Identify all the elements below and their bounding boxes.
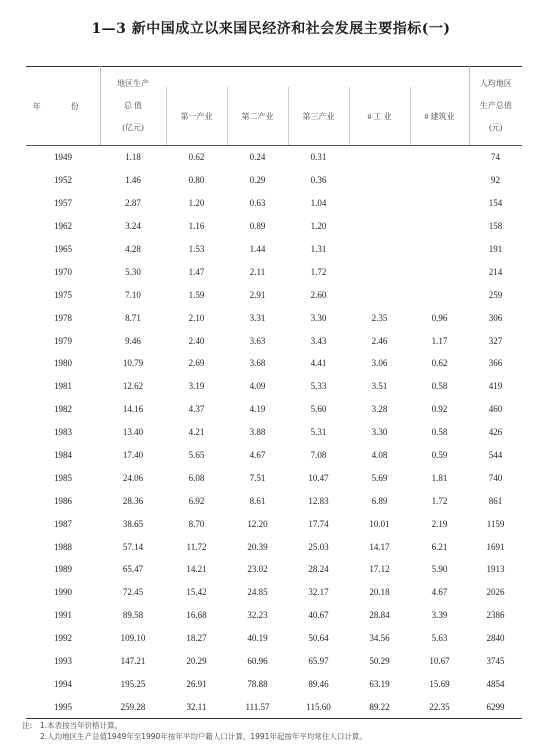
cell-year: 1979: [54, 335, 72, 346]
cell-secondary: 0.29: [249, 175, 266, 186]
cell-secondary: 7.51: [249, 472, 266, 483]
cell-tertiary: 32.17: [308, 587, 329, 598]
cell-construction: 5.90: [431, 564, 448, 575]
cell-per-capita: 306: [488, 312, 503, 323]
cell-construction: 15.69: [429, 678, 450, 689]
cell-tertiary: 89.46: [308, 678, 329, 689]
cell-construction: 0.58: [431, 427, 448, 438]
cell-year: 1952: [54, 175, 72, 186]
cell-industry: [349, 260, 410, 283]
cell-secondary: 32.23: [247, 610, 268, 621]
cell-industry: 2.35: [371, 312, 388, 323]
cell-construction: [410, 283, 469, 306]
table-row: [26, 146, 522, 169]
cell-year: 1983: [54, 427, 72, 438]
cell-industry: 10.01: [369, 518, 390, 529]
cell-secondary: 0.63: [249, 198, 266, 209]
cell-gdp: 57.14: [122, 541, 144, 552]
cell-primary: 26.91: [186, 678, 207, 689]
cell-secondary: 3.88: [249, 427, 266, 438]
cell-construction: [410, 169, 469, 192]
cell-year: 1995: [26, 695, 100, 718]
cell-construction: 22.35: [410, 695, 469, 718]
cell-tertiary: 40.67: [308, 610, 329, 621]
table-row: [26, 604, 522, 627]
table-row: [26, 535, 522, 558]
cell-year: 1994: [54, 678, 72, 689]
cell-industry: 3.28: [371, 404, 388, 415]
header-tertiary: 第三产业: [288, 87, 349, 146]
cell-tertiary: 2.60: [310, 289, 327, 300]
cell-gdp: 2.87: [125, 198, 141, 209]
cell-per-capita: 419: [488, 381, 503, 392]
footnote-label: 注:: [22, 721, 33, 730]
table-row: [26, 306, 522, 329]
cell-per-capita: 426: [488, 427, 503, 438]
cell-year: 1978: [54, 312, 72, 323]
cell-secondary: 1.44: [249, 244, 266, 254]
cell-primary: 4.21: [188, 427, 205, 438]
table-row: [26, 398, 522, 421]
cell-secondary: 111.57: [227, 695, 288, 718]
cell-industry: [349, 192, 410, 215]
cell-tertiary: 28.24: [308, 564, 329, 575]
cell-gdp: 14.16: [122, 404, 144, 415]
cell-per-capita: 74: [491, 152, 501, 163]
cell-gdp: 38.65: [122, 518, 144, 529]
cell-construction: 2.19: [431, 518, 448, 529]
cell-secondary: 78.88: [247, 678, 268, 689]
table-row: [26, 512, 522, 535]
cell-gdp: 4.28: [125, 244, 141, 254]
cell-secondary: 23.02: [247, 564, 268, 575]
cell-year: 1986: [54, 495, 72, 506]
cell-year: 1949: [54, 152, 72, 163]
cell-primary: 6.92: [188, 495, 205, 506]
cell-industry: [349, 169, 410, 192]
cell-primary: 8.70: [188, 518, 205, 529]
footnote-1-text: 1.本表按当年价格计算。: [40, 721, 123, 730]
footnote-1: [22, 720, 522, 731]
cell-industry: 5.69: [371, 472, 388, 483]
cell-gdp: 72.45: [122, 587, 144, 598]
cell-industry: 2.46: [371, 335, 388, 346]
cell-industry: 50.29: [369, 656, 390, 667]
cell-construction: 1.81: [431, 472, 448, 483]
table-row: [26, 260, 522, 283]
cell-primary: 18.27: [186, 633, 207, 644]
cell-per-capita: 2026: [486, 587, 505, 598]
cell-primary: 5.65: [188, 450, 205, 461]
cell-tertiary: 0.31: [310, 152, 327, 163]
cell-industry: 4.08: [371, 450, 388, 461]
cell-industry: 6.89: [371, 495, 388, 506]
cell-construction: 10.67: [429, 656, 450, 667]
cell-secondary: 0.24: [249, 152, 266, 163]
cell-construction: [410, 238, 469, 261]
cell-gdp: 147.21: [120, 656, 146, 667]
header-gdp-line3: (亿元): [122, 123, 144, 132]
cell-tertiary: 25.03: [308, 541, 329, 552]
cell-year: 1992: [54, 633, 72, 644]
cell-gdp: 10.79: [122, 358, 144, 369]
cell-primary: 4.37: [188, 404, 205, 415]
header-secondary: 第二产业: [227, 87, 288, 146]
cell-tertiary: 7.08: [310, 450, 327, 461]
cell-per-capita: 158: [488, 221, 503, 232]
cell-year: 1962: [54, 221, 72, 232]
cell-construction: 4.67: [431, 587, 448, 598]
cell-gdp: 8.71: [125, 312, 141, 323]
cell-tertiary: 3.43: [310, 335, 327, 346]
cell-industry: [349, 146, 410, 169]
header-per-capita-line1: 人均地区: [479, 79, 512, 88]
cell-construction: 0.96: [431, 312, 448, 323]
cell-tertiary: 1.04: [310, 198, 327, 209]
cell-construction: 5.63: [431, 633, 448, 644]
cell-gdp: 109.10: [120, 633, 146, 644]
cell-gdp: 259.28: [100, 695, 166, 718]
cell-per-capita: 6299: [469, 695, 522, 718]
cell-industry: [349, 283, 410, 306]
cell-secondary: 12.20: [247, 518, 268, 529]
cell-year: 1993: [54, 656, 72, 667]
cell-gdp: 7.10: [125, 289, 141, 300]
header-construction: # 建筑业: [410, 87, 469, 146]
cell-primary: 0.62: [188, 152, 205, 163]
cell-gdp: 1.46: [125, 175, 141, 186]
cell-industry: [349, 215, 410, 238]
cell-primary: 1.47: [188, 266, 205, 277]
cell-primary: 1.59: [188, 289, 205, 300]
cell-year: 1987: [54, 518, 72, 529]
cell-primary: 3.19: [188, 381, 205, 392]
cell-secondary: 3.68: [249, 358, 266, 369]
cell-per-capita: 259: [488, 289, 503, 300]
cell-per-capita: 460: [488, 404, 503, 415]
cell-primary: 16.68: [186, 610, 207, 621]
cell-industry: 89.22: [349, 695, 410, 718]
footnotes: [22, 720, 522, 742]
header-gdp: [100, 67, 166, 146]
header-gdp-line2: 总 值: [124, 101, 142, 110]
cell-secondary: 3.63: [249, 335, 266, 346]
cell-year: 1975: [54, 289, 72, 300]
table-row: [26, 650, 522, 673]
cell-per-capita: 1159: [486, 518, 505, 529]
cell-per-capita: 3745: [486, 656, 505, 667]
cell-tertiary: 12.83: [308, 495, 329, 506]
cell-tertiary: 0.36: [310, 175, 327, 186]
cell-secondary: 3.31: [249, 312, 266, 323]
cell-secondary: 20.39: [247, 541, 268, 552]
cell-construction: 0.92: [431, 404, 448, 415]
cell-primary: 1.20: [188, 198, 205, 209]
cell-construction: 0.59: [431, 450, 448, 461]
cell-secondary: 8.61: [249, 495, 266, 506]
cell-construction: 6.21: [431, 541, 448, 552]
header-sector-group: [166, 67, 469, 88]
table-row: [26, 489, 522, 512]
table-row: [26, 283, 522, 306]
cell-industry: 3.30: [371, 427, 388, 438]
table-row: [26, 627, 522, 650]
cell-construction: [410, 215, 469, 238]
cell-primary: 2.10: [188, 312, 205, 323]
table-row: [26, 695, 522, 718]
cell-year: 1980: [54, 358, 72, 369]
cell-gdp: 1.18: [125, 152, 141, 163]
cell-industry: 20.18: [369, 587, 390, 598]
table-row: [26, 444, 522, 467]
cell-year: 1991: [54, 610, 72, 621]
cell-secondary: 40.19: [247, 633, 268, 644]
cell-construction: [410, 192, 469, 215]
cell-industry: 28.84: [369, 610, 390, 621]
cell-tertiary: 5.31: [310, 427, 327, 438]
table-row: [26, 238, 522, 261]
cell-year: 1965: [54, 244, 72, 254]
cell-industry: 63.19: [369, 678, 390, 689]
cell-year: 1989: [54, 564, 72, 575]
cell-primary: 2.40: [188, 335, 205, 346]
cell-tertiary: 10.47: [308, 472, 329, 483]
cell-secondary: 0.89: [249, 221, 266, 232]
cell-gdp: 17.40: [122, 450, 144, 461]
cell-industry: [349, 238, 410, 261]
cell-construction: 0.58: [431, 381, 448, 392]
table-row: [26, 466, 522, 489]
cell-tertiary: 50.64: [308, 633, 329, 644]
footnote-2: 2.人均地区生产总值1949年至1990年按年平均户籍人口计算，1991年起按年平均常住人口计算。: [40, 732, 367, 741]
cell-secondary: 4.19: [249, 404, 266, 415]
cell-per-capita: 4854: [486, 678, 505, 689]
cell-per-capita: 1913: [486, 564, 505, 575]
cell-year: 1982: [54, 404, 72, 415]
table-row: [26, 421, 522, 444]
cell-gdp: 89.58: [122, 610, 144, 621]
cell-year: 1984: [54, 450, 72, 461]
table-row: [26, 329, 522, 352]
cell-gdp: 12.62: [122, 381, 144, 392]
cell-primary: 14.21: [186, 564, 207, 575]
cell-per-capita: 191: [488, 244, 503, 254]
table-body: [26, 146, 522, 719]
cell-tertiary: 1.31: [310, 244, 327, 254]
cell-primary: 11.72: [186, 541, 207, 552]
cell-year: 1957: [54, 198, 72, 209]
cell-gdp: 65.47: [122, 564, 144, 575]
cell-year: 1981: [54, 381, 72, 392]
cell-per-capita: 1691: [486, 541, 505, 552]
cell-industry: 17.12: [369, 564, 390, 575]
cell-gdp: 28.36: [122, 495, 144, 506]
cell-primary: 15.42: [186, 587, 207, 598]
cell-per-capita: 154: [488, 198, 503, 209]
header-primary: 第一产业: [166, 87, 227, 146]
cell-construction: 3.39: [431, 610, 448, 621]
cell-gdp: 195.25: [120, 678, 146, 689]
header-year: 年 份: [26, 67, 100, 146]
table-row: [26, 558, 522, 581]
cell-tertiary: 1.20: [310, 221, 327, 232]
header-gdp-line1: 地区生产: [117, 79, 149, 88]
cell-tertiary: 17.74: [308, 518, 329, 529]
cell-secondary: 60.96: [247, 656, 268, 667]
cell-tertiary: 1.72: [310, 266, 327, 277]
cell-tertiary: 3.30: [310, 312, 327, 323]
header-per-capita-line3: (元): [489, 123, 503, 132]
table-row: [26, 352, 522, 375]
cell-industry: 3.06: [371, 358, 388, 369]
cell-primary: 0.80: [188, 175, 205, 186]
cell-year: 1988: [54, 541, 72, 552]
table-row: [26, 581, 522, 604]
cell-construction: 0.62: [431, 358, 448, 369]
cell-industry: 3.51: [371, 381, 388, 392]
cell-per-capita: 366: [488, 358, 503, 369]
cell-construction: 1.17: [431, 335, 448, 346]
header-per-capita-line2: 生产总值: [479, 101, 512, 110]
table-row: [26, 192, 522, 215]
table-row: [26, 672, 522, 695]
cell-primary: 32.11: [166, 695, 227, 718]
table-row: [26, 215, 522, 238]
cell-per-capita: 2840: [486, 633, 505, 644]
cell-per-capita: 861: [488, 495, 503, 506]
table-row: [26, 169, 522, 192]
cell-construction: [410, 146, 469, 169]
cell-gdp: 3.24: [125, 221, 141, 232]
cell-tertiary: 4.41: [310, 358, 327, 369]
cell-gdp: 24.06: [122, 472, 144, 483]
cell-secondary: 24.85: [247, 587, 268, 598]
cell-gdp: 9.46: [125, 335, 141, 346]
cell-per-capita: 327: [488, 335, 503, 346]
cell-primary: 1.16: [188, 221, 205, 232]
cell-primary: 20.29: [186, 656, 207, 667]
cell-per-capita: 544: [488, 450, 503, 461]
cell-industry: 14.17: [369, 541, 390, 552]
cell-tertiary: 5.33: [310, 381, 327, 392]
cell-tertiary: 115.60: [288, 695, 349, 718]
table-row: [26, 375, 522, 398]
cell-per-capita: 214: [488, 266, 503, 277]
cell-per-capita: 92: [491, 175, 501, 186]
cell-construction: 1.72: [431, 495, 448, 506]
cell-secondary: 2.91: [249, 289, 266, 300]
indicator-table: [26, 66, 522, 719]
header-industry: # 工 业: [349, 87, 410, 146]
cell-gdp: 5.30: [125, 266, 141, 277]
cell-per-capita: 2386: [486, 610, 505, 621]
cell-year: 1990: [54, 587, 72, 598]
cell-secondary: 4.67: [249, 450, 266, 461]
page-title: 1—3 新中国成立以来国民经济和社会发展主要指标(一): [91, 21, 451, 37]
cell-year: 1970: [54, 266, 72, 277]
cell-tertiary: 65.97: [308, 656, 329, 667]
header-per-capita: [469, 67, 522, 146]
cell-primary: 2.69: [188, 358, 205, 369]
cell-secondary: 2.11: [249, 266, 266, 277]
cell-industry: 34.56: [369, 633, 390, 644]
table-header: [26, 67, 522, 146]
cell-per-capita: 740: [488, 472, 503, 483]
cell-tertiary: 5.60: [310, 404, 327, 415]
cell-primary: 6.08: [188, 472, 205, 483]
cell-construction: [410, 260, 469, 283]
cell-primary: 1.53: [188, 244, 205, 254]
cell-year: 1985: [54, 472, 72, 483]
cell-secondary: 4.09: [249, 381, 266, 392]
cell-gdp: 13.40: [122, 427, 144, 438]
